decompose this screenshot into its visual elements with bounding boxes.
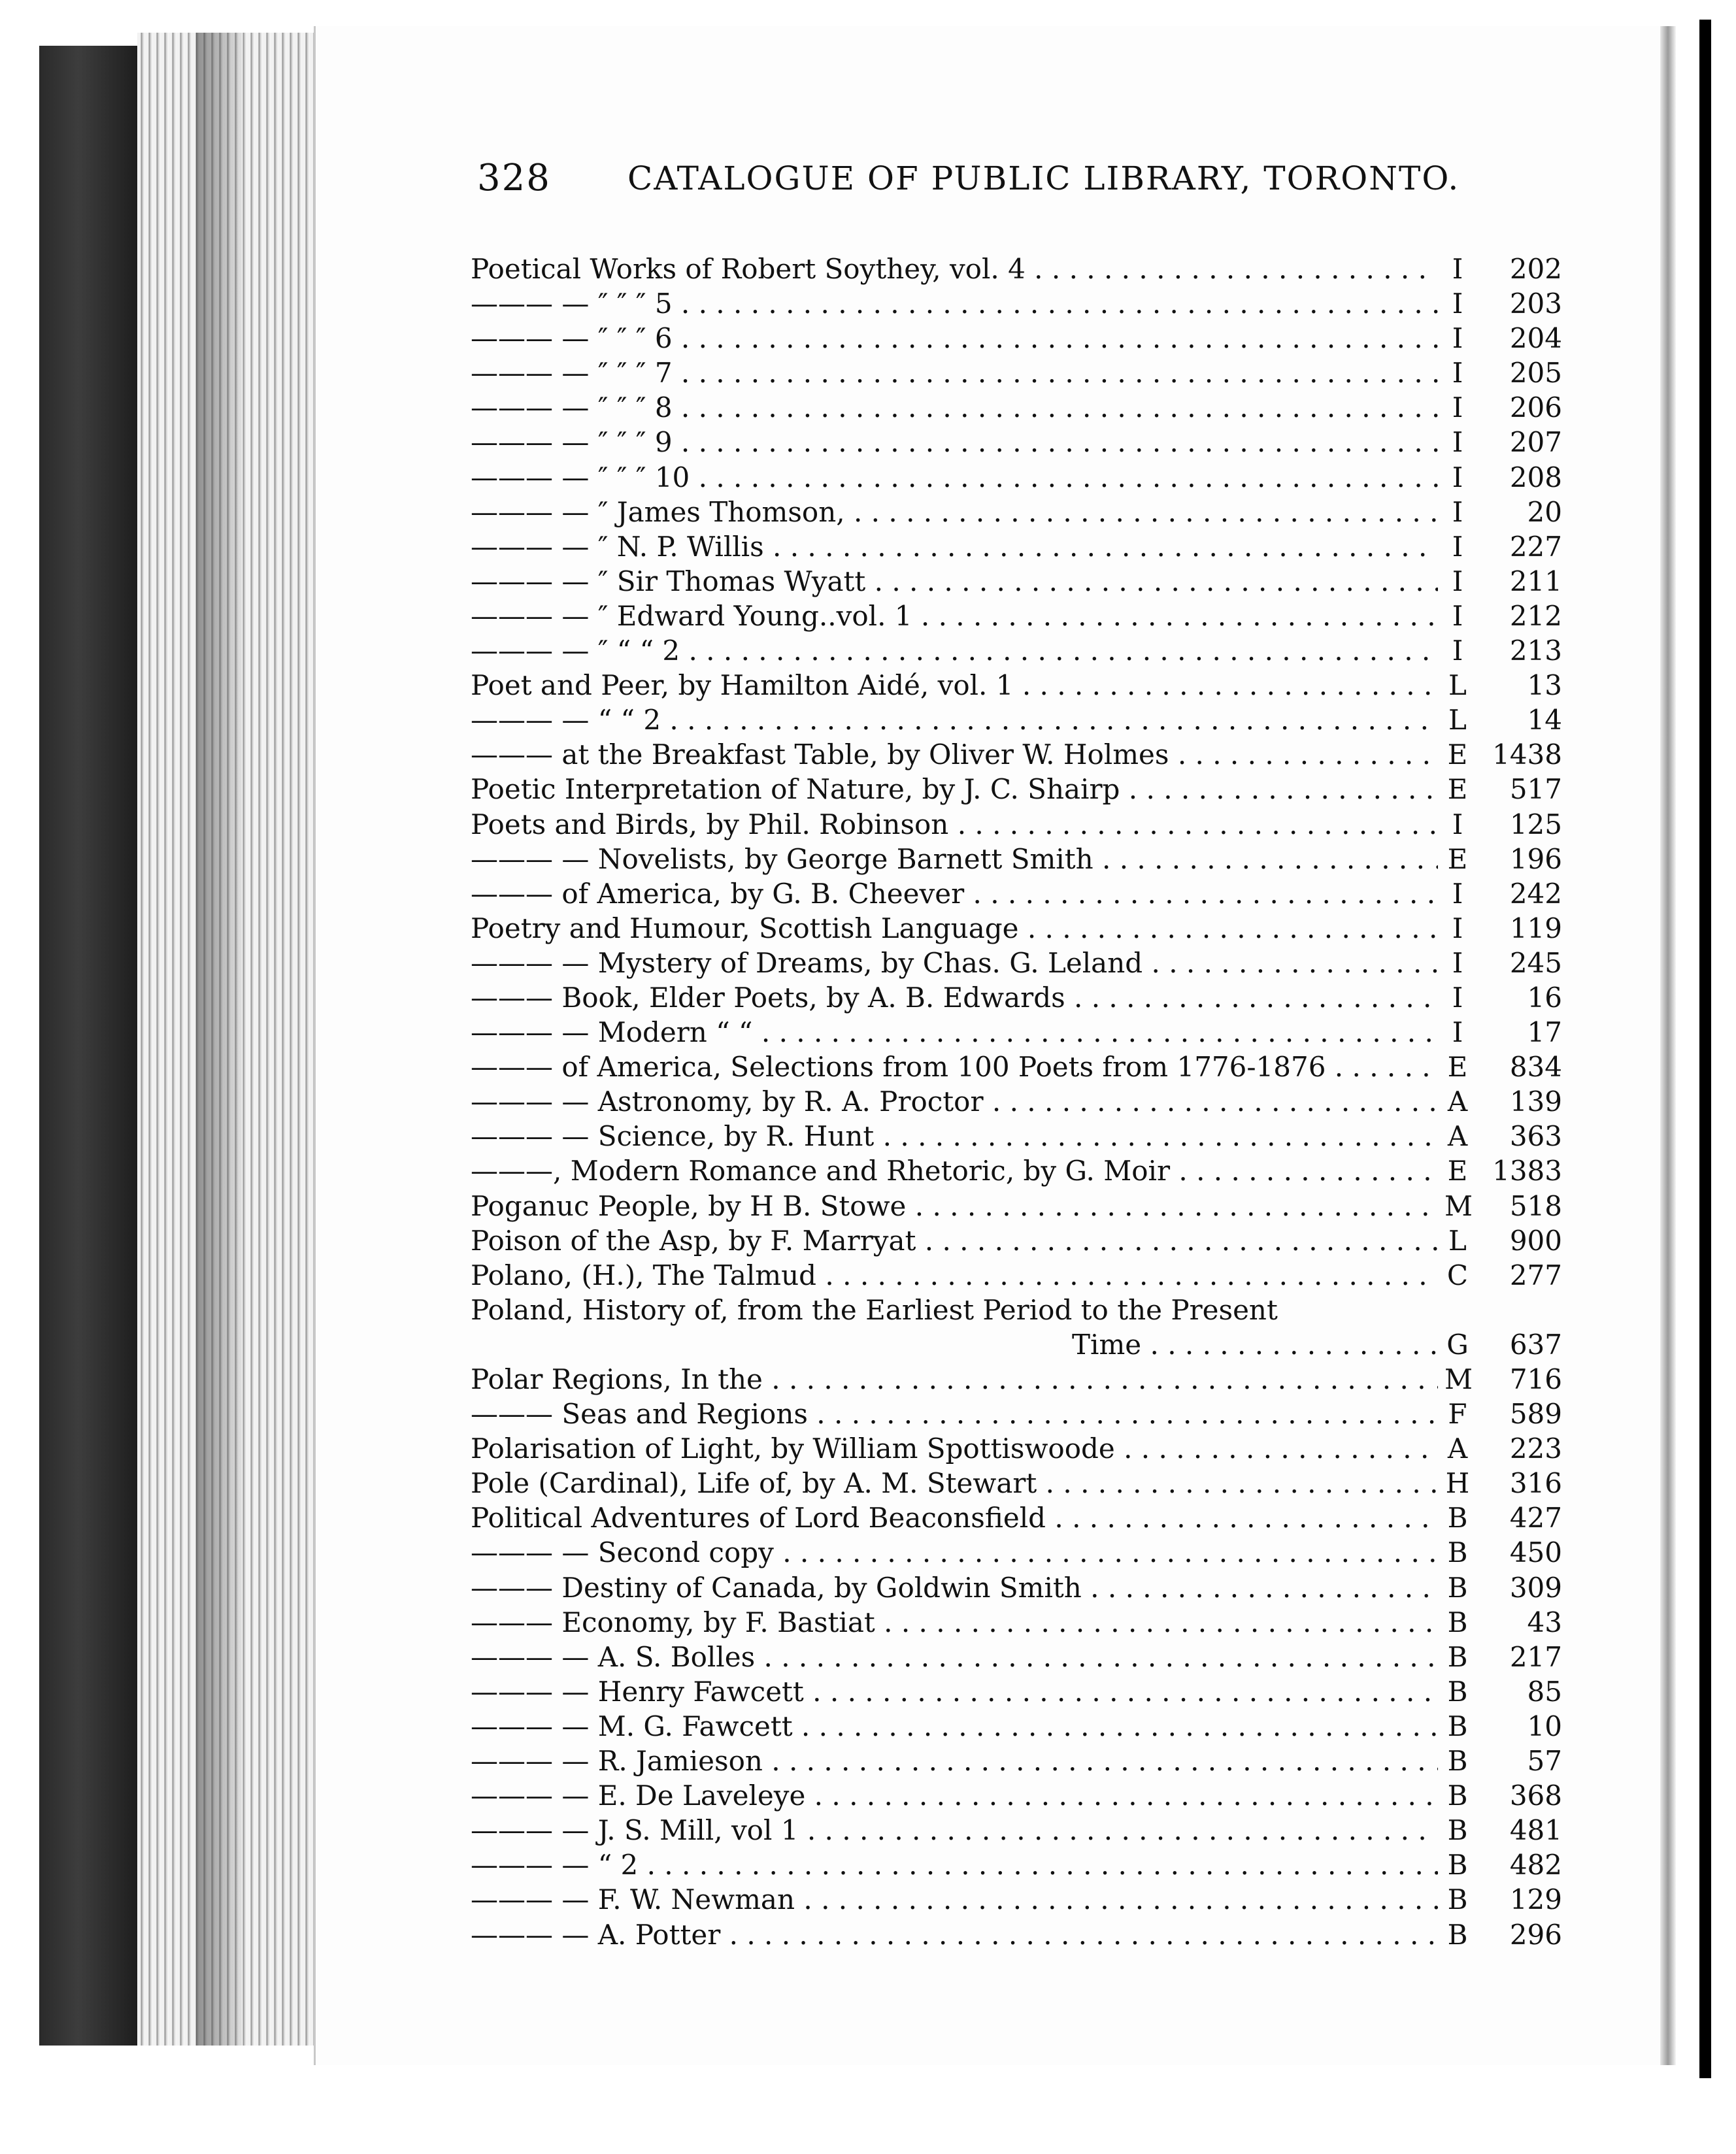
catalogue-entry bbox=[471, 1640, 1569, 1674]
catalogue-entry bbox=[471, 1570, 1569, 1605]
entry-title: ——— — ″ ″ ″ 5 . . . bbox=[471, 286, 1438, 321]
entry-class-letter: M bbox=[1444, 1363, 1473, 1395]
catalogue-entry bbox=[471, 1015, 1569, 1050]
entry-shelf-number: 205 bbox=[1509, 357, 1562, 389]
entry-shelf-number: 637 bbox=[1509, 1328, 1562, 1361]
entry-shelf-number: 16 bbox=[1527, 981, 1562, 1014]
entry-class-letter: E bbox=[1447, 1155, 1468, 1187]
entry-title: Polano, (H.), The Talmud . . . bbox=[471, 1258, 1438, 1293]
entry-shelf-number: 716 bbox=[1509, 1363, 1562, 1395]
entry-class-letter: I bbox=[1452, 1016, 1463, 1049]
catalogue-entry bbox=[471, 1119, 1569, 1153]
entry-title: Poetry and Humour, Scottish Language . . . bbox=[471, 911, 1438, 946]
entry-title: ——— — “ “ 2 . . . bbox=[471, 703, 1438, 737]
entry-title: Poison of the Asp, by F. Marryat . . . bbox=[471, 1223, 1438, 1258]
entry-title: ——— — Science, by R. Hunt . . . bbox=[471, 1119, 1438, 1153]
entry-class-letter: I bbox=[1452, 426, 1463, 459]
entry-title: ——— Destiny of Canada, by Goldwin Smith . . . bbox=[471, 1570, 1438, 1605]
catalogue-entry bbox=[471, 529, 1569, 564]
entry-shelf-number: 517 bbox=[1509, 773, 1562, 806]
entry-shelf-number: 206 bbox=[1509, 391, 1562, 424]
entry-title: Poland, History of, from the Earliest Period to the Present bbox=[471, 1293, 1278, 1326]
entry-class-letter: I bbox=[1452, 808, 1463, 840]
entry-shelf-number: 17 bbox=[1527, 1016, 1562, 1049]
catalogue-entry bbox=[471, 286, 1569, 321]
entry-shelf-number: 211 bbox=[1509, 565, 1562, 597]
catalogue-entry bbox=[471, 703, 1569, 737]
entry-title: ——— — ″ ″ ″ 10 . . . bbox=[471, 460, 1438, 495]
entry-shelf-number: 1383 bbox=[1492, 1155, 1562, 1187]
catalogue-entry bbox=[471, 599, 1569, 633]
page-edges-shadow bbox=[196, 33, 242, 2046]
catalogue-entry bbox=[471, 668, 1569, 703]
entry-title: ——— — Second copy . . . bbox=[471, 1535, 1438, 1570]
catalogue-entry bbox=[471, 772, 1569, 806]
entry-shelf-number: 196 bbox=[1509, 842, 1562, 875]
catalogue-entry bbox=[471, 980, 1569, 1015]
entry-title: ——— — ″ “ “ 2 . . . bbox=[471, 633, 1438, 668]
entry-class-letter: I bbox=[1452, 357, 1463, 389]
entry-class-letter: B bbox=[1447, 1780, 1468, 1812]
entry-class-letter: I bbox=[1452, 912, 1463, 944]
entry-class-letter: A bbox=[1447, 1433, 1468, 1465]
entry-class-letter: I bbox=[1452, 599, 1463, 632]
catalogue-entry bbox=[471, 356, 1569, 390]
catalogue-entry bbox=[471, 1778, 1569, 1813]
entry-title: ——— — R. Jamieson . . . bbox=[471, 1744, 1438, 1778]
entry-shelf-number: 20 bbox=[1527, 495, 1562, 528]
entry-shelf-number: 85 bbox=[1527, 1675, 1562, 1708]
catalogue-entry bbox=[471, 1362, 1569, 1397]
entry-title: ——— — ″ ″ ″ 9 . . . bbox=[471, 425, 1438, 459]
catalogue-entry bbox=[471, 911, 1569, 946]
entry-shelf-number: 119 bbox=[1509, 912, 1562, 944]
entry-shelf-number: 13 bbox=[1527, 669, 1562, 702]
entry-title: ——— — “ 2 . . . bbox=[471, 1847, 1438, 1882]
entry-shelf-number: 223 bbox=[1509, 1433, 1562, 1465]
entry-shelf-number: 242 bbox=[1509, 877, 1562, 910]
entry-shelf-number: 368 bbox=[1509, 1780, 1562, 1812]
entry-title: Poets and Birds, by Phil. Robinson . . . bbox=[471, 807, 1438, 842]
entry-title: ——— Seas and Regions . . . bbox=[471, 1397, 1438, 1431]
entry-class-letter: I bbox=[1452, 391, 1463, 424]
entry-shelf-number: 43 bbox=[1527, 1606, 1562, 1638]
entry-shelf-number: 245 bbox=[1509, 946, 1562, 979]
entry-title: Polar Regions, In the . . . bbox=[471, 1362, 1438, 1397]
catalogue-entry bbox=[471, 737, 1569, 772]
entry-title: ——— — Henry Fawcett . . . bbox=[471, 1674, 1438, 1709]
entry-class-letter: B bbox=[1447, 1606, 1468, 1638]
entry-shelf-number: 202 bbox=[1509, 253, 1562, 285]
entry-class-letter: E bbox=[1447, 842, 1468, 875]
catalogue-entry bbox=[471, 1223, 1569, 1258]
catalogue-entry bbox=[471, 876, 1569, 911]
entry-shelf-number: 834 bbox=[1509, 1051, 1562, 1084]
catalogue-entry bbox=[471, 321, 1569, 356]
catalogue-entry bbox=[471, 564, 1569, 599]
entry-title: ——— — ″ N. P. Willis . . . bbox=[471, 529, 1438, 564]
entry-shelf-number: 227 bbox=[1509, 530, 1562, 563]
entry-title: ——— — Mystery of Dreams, by Chas. G. Leland . . . bbox=[471, 946, 1438, 980]
entry-shelf-number: 309 bbox=[1509, 1571, 1562, 1604]
entry-title: ——— — ″ Edward Young..vol. 1 . . . bbox=[471, 599, 1438, 633]
entry-class-letter: A bbox=[1447, 1085, 1468, 1118]
entry-class-letter: E bbox=[1447, 773, 1468, 806]
entry-title: ——— — E. De Laveleye . . . bbox=[471, 1778, 1438, 1813]
entry-shelf-number: 203 bbox=[1509, 288, 1562, 320]
entry-class-letter: B bbox=[1447, 1536, 1468, 1569]
entry-title: ——— at the Breakfast Table, by Oliver W. Holmes . . . bbox=[471, 737, 1438, 772]
entry-class-letter: I bbox=[1452, 635, 1463, 667]
entry-class-letter: I bbox=[1452, 253, 1463, 285]
entry-title: ——— — J. S. Mill, vol 1 . . . bbox=[471, 1813, 1438, 1847]
page-header bbox=[477, 157, 1460, 209]
entry-class-letter: B bbox=[1447, 1918, 1468, 1951]
entry-shelf-number: 57 bbox=[1527, 1745, 1562, 1778]
entry-class-letter: B bbox=[1447, 1814, 1468, 1847]
entry-title: Political Adventures of Lord Beaconsfield . . . bbox=[471, 1500, 1438, 1535]
entry-class-letter: A bbox=[1447, 1120, 1468, 1153]
catalogue-entry bbox=[471, 1258, 1569, 1293]
entry-title: Poetic Interpretation of Nature, by J. C. Shairp . . . bbox=[471, 772, 1438, 806]
catalogue-entry bbox=[471, 1293, 1569, 1327]
entry-class-letter: I bbox=[1452, 565, 1463, 597]
catalogue-entry bbox=[471, 1813, 1569, 1847]
entry-class-letter: B bbox=[1447, 1710, 1468, 1742]
catalogue-entry bbox=[471, 1153, 1569, 1188]
entry-shelf-number: 481 bbox=[1509, 1814, 1562, 1847]
page-right-edge bbox=[1660, 26, 1676, 2065]
entry-title: Poet and Peer, by Hamilton Aidé, vol. 1 . . . bbox=[471, 668, 1438, 703]
catalogue-entry bbox=[471, 390, 1569, 425]
catalogue-entry bbox=[471, 1327, 1569, 1362]
catalogue-entry bbox=[471, 1917, 1569, 1952]
entry-class-letter: F bbox=[1448, 1398, 1467, 1431]
entry-class-letter: I bbox=[1452, 877, 1463, 910]
entry-title: Poganuc People, by H B. Stowe . . . bbox=[471, 1189, 1438, 1223]
entry-class-letter: I bbox=[1452, 461, 1463, 493]
catalogue-entries bbox=[471, 252, 1569, 1952]
entry-shelf-number: 427 bbox=[1509, 1502, 1562, 1534]
entry-shelf-number: 518 bbox=[1509, 1189, 1562, 1222]
entry-class-letter: I bbox=[1452, 322, 1463, 355]
entry-shelf-number: 482 bbox=[1509, 1849, 1562, 1881]
entry-title: ——— — F. W. Newman . . . bbox=[471, 1882, 1438, 1917]
catalogue-entry bbox=[471, 1709, 1569, 1744]
entry-class-letter: B bbox=[1447, 1883, 1468, 1916]
entry-title: ——— Economy, by F. Bastiat . . . bbox=[471, 1605, 1438, 1640]
entry-title: ——— — ″ ″ ″ 6 . . . bbox=[471, 321, 1438, 356]
entry-shelf-number: 900 bbox=[1509, 1224, 1562, 1257]
catalogue-entry bbox=[471, 1882, 1569, 1917]
page-number: 328 bbox=[477, 157, 551, 199]
entry-shelf-number: 363 bbox=[1509, 1120, 1562, 1153]
catalogue-entry bbox=[471, 1050, 1569, 1084]
entry-title: ——— — Astronomy, by R. A. Proctor . . . bbox=[471, 1084, 1438, 1119]
catalogue-entry bbox=[471, 1605, 1569, 1640]
entry-shelf-number: 125 bbox=[1509, 808, 1562, 840]
catalogue-entry bbox=[471, 807, 1569, 842]
entry-title: ——— — Novelists, by George Barnett Smith . . . bbox=[471, 842, 1438, 876]
entry-title: Time . . . bbox=[1072, 1327, 1438, 1362]
entry-title: ——— — Modern “ “ . . . bbox=[471, 1015, 1438, 1050]
entry-shelf-number: 14 bbox=[1527, 704, 1562, 737]
entry-title: ——— — ″ James Thomson, . . . bbox=[471, 495, 1438, 529]
entry-shelf-number: 589 bbox=[1509, 1398, 1562, 1431]
entry-shelf-number: 316 bbox=[1509, 1467, 1562, 1500]
entry-class-letter: B bbox=[1447, 1571, 1468, 1604]
entry-title: ——— of America, Selections from 100 Poets from 1776-1876 . . . bbox=[471, 1050, 1438, 1084]
entry-shelf-number: 450 bbox=[1509, 1536, 1562, 1569]
entry-class-letter: I bbox=[1452, 288, 1463, 320]
catalogue-entry bbox=[471, 495, 1569, 529]
catalogue-entry bbox=[471, 1397, 1569, 1431]
entry-class-letter: G bbox=[1446, 1328, 1469, 1361]
entry-shelf-number: 208 bbox=[1509, 461, 1562, 493]
catalogue-entry bbox=[471, 1535, 1569, 1570]
entry-title: ———, Modern Romance and Rhetoric, by G. Moir . . . bbox=[471, 1153, 1438, 1188]
catalogue-entry bbox=[471, 425, 1569, 459]
catalogue-entry bbox=[471, 1084, 1569, 1119]
entry-class-letter: B bbox=[1447, 1745, 1468, 1778]
scan-frame-bar bbox=[1699, 20, 1711, 2078]
catalogue-entry bbox=[471, 460, 1569, 495]
entry-shelf-number: 277 bbox=[1509, 1259, 1562, 1291]
entry-class-letter: I bbox=[1452, 981, 1463, 1014]
entry-shelf-number: 207 bbox=[1509, 426, 1562, 459]
running-title: CATALOGUE OF PUBLIC LIBRARY, TORONTO. bbox=[627, 159, 1460, 197]
catalogue-entry bbox=[471, 1847, 1569, 1882]
entry-shelf-number: 296 bbox=[1509, 1918, 1562, 1951]
entry-class-letter: L bbox=[1448, 1224, 1467, 1257]
catalogue-entry bbox=[471, 1744, 1569, 1778]
entry-title: ——— of America, by G. B. Cheever . . . bbox=[471, 876, 1438, 911]
entry-title: Pole (Cardinal), Life of, by A. M. Stewart . . . bbox=[471, 1466, 1438, 1500]
entry-shelf-number: 212 bbox=[1509, 599, 1562, 632]
catalogue-entry bbox=[471, 1189, 1569, 1223]
entry-class-letter: E bbox=[1447, 738, 1468, 771]
catalogue-entry bbox=[471, 633, 1569, 668]
entry-title: Poetical Works of Robert Soythey, vol. 4 . . . bbox=[471, 252, 1438, 286]
entry-class-letter: I bbox=[1452, 946, 1463, 979]
entry-title: ——— — A. S. Bolles . . . bbox=[471, 1640, 1438, 1674]
catalogue-entry bbox=[471, 1431, 1569, 1466]
entry-class-letter: B bbox=[1447, 1849, 1468, 1881]
entry-class-letter: B bbox=[1447, 1502, 1468, 1534]
book-spine bbox=[39, 46, 137, 2046]
entry-class-letter: B bbox=[1447, 1675, 1468, 1708]
catalogue-entry bbox=[471, 842, 1569, 876]
entry-shelf-number: 213 bbox=[1509, 635, 1562, 667]
entry-class-letter: L bbox=[1448, 669, 1467, 702]
entry-title: ——— — ″ ″ ″ 8 . . . bbox=[471, 390, 1438, 425]
entry-class-letter: L bbox=[1448, 704, 1467, 737]
catalogue-entry bbox=[471, 1500, 1569, 1535]
entry-shelf-number: 10 bbox=[1527, 1710, 1562, 1742]
catalogue-entry bbox=[471, 1674, 1569, 1709]
entry-class-letter: M bbox=[1444, 1189, 1473, 1222]
entry-shelf-number: 1438 bbox=[1492, 738, 1562, 771]
entry-shelf-number: 139 bbox=[1509, 1085, 1562, 1118]
catalogue-entry bbox=[471, 1466, 1569, 1500]
entry-shelf-number: 129 bbox=[1509, 1883, 1562, 1916]
entry-class-letter: H bbox=[1445, 1467, 1470, 1500]
entry-title: ——— — ″ Sir Thomas Wyatt . . . bbox=[471, 564, 1438, 599]
entry-class-letter: E bbox=[1447, 1051, 1468, 1084]
entry-class-letter: C bbox=[1446, 1259, 1469, 1291]
entry-title: ——— — ″ ″ ″ 7 . . . bbox=[471, 356, 1438, 390]
entry-class-letter: I bbox=[1452, 530, 1463, 563]
entry-class-letter: I bbox=[1452, 495, 1463, 528]
entry-title: ——— Book, Elder Poets, by A. B. Edwards . . . bbox=[471, 980, 1438, 1015]
catalogue-entry bbox=[471, 946, 1569, 980]
catalogue-entry bbox=[471, 252, 1569, 286]
entry-title: Polarisation of Light, by William Spottiswoode . . . bbox=[471, 1431, 1438, 1466]
entry-title: ——— — A. Potter . . . bbox=[471, 1917, 1438, 1952]
entry-shelf-number: 217 bbox=[1509, 1640, 1562, 1673]
entry-title: ——— — M. G. Fawcett . . . bbox=[471, 1709, 1438, 1744]
entry-class-letter: B bbox=[1447, 1640, 1468, 1673]
entry-shelf-number: 204 bbox=[1509, 322, 1562, 355]
